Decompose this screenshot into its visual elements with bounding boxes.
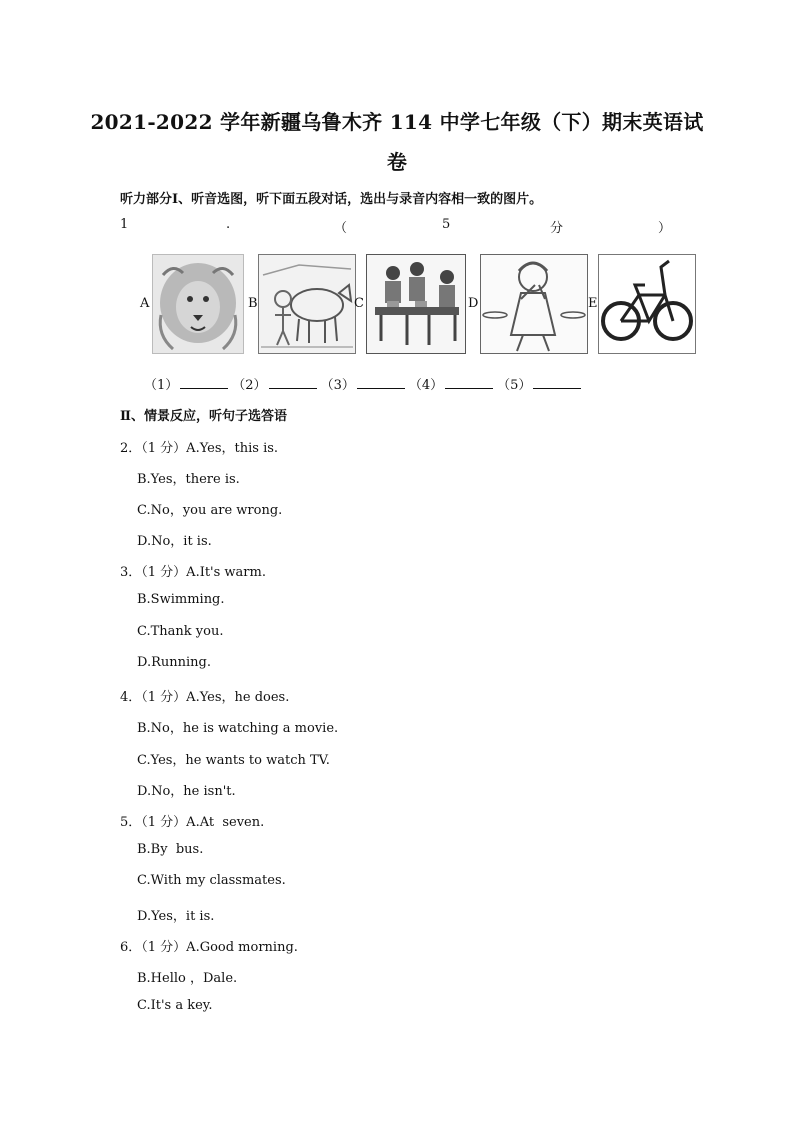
picture-letter-b: B [248,296,258,311]
question-6-stem: 6．（1 分）A.Good morning. [120,940,298,955]
question-2-stem: 2．（1 分）A.Yes，this is. [120,441,279,456]
answer-blank-3[interactable] [357,376,405,389]
question-1-unit: 分 [550,221,564,236]
question-5-option-c: C.With my classmates. [137,873,286,888]
picture-letter-d: D [468,296,479,311]
exam-title-line-1: 2021-2022 学年新疆乌鲁木齐 114 中学七年级（下）期末英语试 [90,110,704,134]
question-3-option-c: C.Thank you. [137,624,224,639]
picture-option-e [588,254,698,354]
question-1-header [120,217,672,236]
listening-section-heading: 听力部分Ⅰ、听音选图，听下面五段对话，选出与录音内容相一致的图片。 [120,192,543,207]
question-6-option-b: B.Hello ，Dale. [137,971,238,986]
exam-title-line-2: 卷 [386,150,408,174]
question-4-option-c: C.Yes，he wants to watch TV. [137,753,330,768]
farm-animal-picture-icon [258,254,356,354]
picture-option-c [354,254,466,354]
bicycle-picture-icon [598,254,696,354]
question-2-option-c: C.No，you are wrong. [137,503,283,518]
question-3-option-b: B.Swimming. [137,592,225,607]
situational-response-heading: Ⅱ、情景反应，听句子选答语 [120,409,287,424]
answer-blank-2[interactable] [269,376,317,389]
picture-letter-a: A [140,296,150,311]
question-1-dot: . [226,217,231,232]
question-1-paren-open: （ [334,221,348,236]
blank-label-5: （5） [497,378,532,393]
students-at-table-picture-icon [366,254,466,354]
question-4-option-b: B.No，he is watching a movie. [137,721,339,736]
question-1-points: 5 [442,217,451,232]
question-4-stem: 4．（1 分）A.Yes，he does. [120,690,290,705]
picture-option-a [136,254,246,354]
lion-picture-icon [152,254,244,354]
question-1-paren-close: ） [658,221,672,236]
picture-option-d [466,254,590,354]
answer-blanks-row [144,374,585,393]
question-2-option-b: B.Yes，there is. [137,472,240,487]
answer-blank-4[interactable] [445,376,493,389]
question-5-option-b: B.By bus. [137,842,204,857]
blank-label-4: （4） [408,378,444,393]
answer-blank-5[interactable] [533,376,581,389]
question-5-option-d: D.Yes，it is. [137,909,215,924]
blank-label-2: （2） [232,378,267,393]
picture-options-row [136,254,696,356]
question-5-stem: 5．（1 分）A.At seven. [120,815,265,830]
question-2-option-d: D.No，it is. [137,534,212,549]
girl-eating-picture-icon [480,254,588,354]
question-3-option-d: D.Running. [137,655,211,670]
question-3-stem: 3．（1 分）A.It's warm. [120,565,266,580]
blank-label-3: （3） [320,378,355,393]
question-1-number: 1 [120,217,129,232]
picture-letter-c: C [354,296,364,311]
picture-letter-e: E [588,296,598,311]
picture-option-b [244,254,356,354]
question-6-option-c: C.It's a key. [137,998,213,1013]
blank-label-1: （1） [144,378,179,393]
question-4-option-d: D.No，he isn't. [137,784,236,799]
answer-blank-1[interactable] [180,376,228,389]
